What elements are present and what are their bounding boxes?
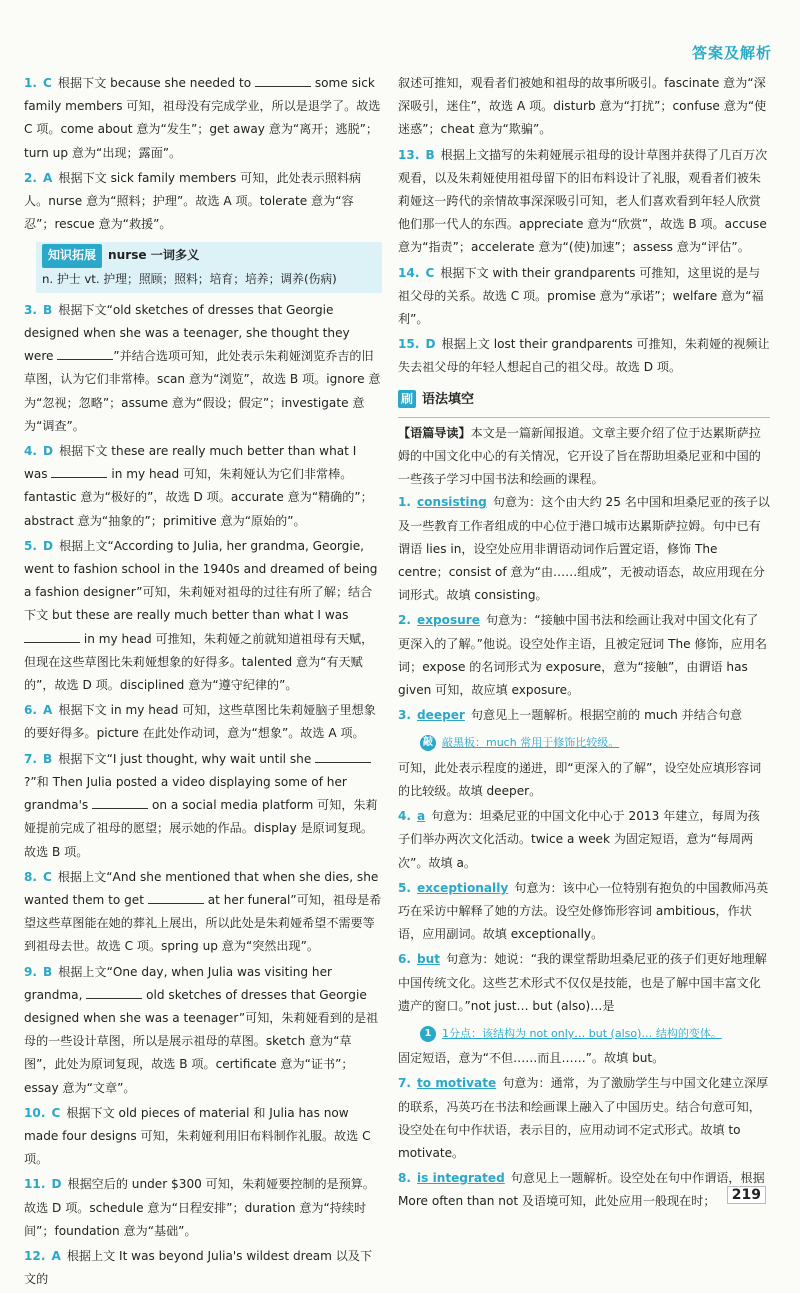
item-answer: B bbox=[43, 751, 53, 766]
right-column bbox=[398, 72, 770, 1216]
item-text: 根据下文 in my head 可知，这些草图比朱莉娅脑子里想象的要好得多。picture 在此处作动词，意为“想象”。故选 A 项。 bbox=[24, 703, 376, 741]
grammar-item bbox=[398, 491, 770, 607]
answer-item bbox=[24, 1173, 382, 1243]
item-number: 1. bbox=[398, 495, 412, 510]
blank bbox=[86, 984, 142, 999]
grammar-item bbox=[398, 1167, 770, 1213]
answer-item bbox=[398, 144, 770, 260]
answer-item-continued bbox=[398, 72, 770, 142]
item-number: 13. bbox=[398, 147, 420, 162]
item-number: 7. bbox=[24, 751, 38, 766]
note-icon: 敲 bbox=[420, 735, 436, 751]
item-number: 1. bbox=[24, 76, 38, 90]
item-text: 根据下文 these are really much better than what I was bbox=[24, 444, 357, 482]
item-answer: to motivate bbox=[417, 1076, 497, 1091]
item-number: 14. bbox=[398, 265, 420, 280]
grammar-item bbox=[398, 948, 770, 1070]
item-text: 句意见上一题解析。根据空前的 much 并结合句意 bbox=[470, 708, 743, 723]
item-text: 根据上文“And she mentioned that when she dies, she wanted them to get bbox=[24, 869, 379, 907]
grammar-item bbox=[398, 877, 770, 947]
item-number: 2. bbox=[398, 613, 412, 628]
item-text: ?”和 Then Julia posted a video displaying some of her grandma's bbox=[24, 774, 347, 813]
item-answer: A bbox=[43, 170, 53, 185]
item-text: in my head 可推知，朱莉娅之前就知道祖母有天赋，但现在这些草图比朱莉娅想象的好得多。talented 意为“有天赋的”，故选 D 项。disciplined 意为“遵守纪律的”。 bbox=[24, 631, 374, 693]
item-answer: B bbox=[425, 147, 435, 162]
item-text: 根据下文 old pieces of material 和 Julia has now made four designs 可知，朱莉娅利用旧布料制作礼服。故选 C 项。 bbox=[24, 1105, 371, 1167]
note-text: 1分点：该结构为 not only… but (also)… 结构的变体。 bbox=[442, 1026, 722, 1040]
grammar-item bbox=[398, 805, 770, 875]
answer-item bbox=[24, 866, 382, 959]
item-text: 根据下文“old sketches of dresses that Georgie designed when she was a teenager, she thought they were bbox=[24, 302, 350, 364]
item-answer: a bbox=[417, 809, 426, 824]
item-text: 根据下文 because she needed to bbox=[57, 76, 252, 90]
item-answer: deeper bbox=[417, 708, 465, 723]
blank bbox=[148, 889, 204, 904]
item-text: 句意见上一题解析。设空处在句中作谓语，根据 More often than not 及语境可知，此处应用一般现在时； bbox=[398, 1171, 765, 1209]
item-text: 可知，此处表示程度的递进，即“更深入的了解”，设空处应填形容词的比较级。故填 deeper。 bbox=[398, 760, 762, 798]
item-answer: is integrated bbox=[417, 1171, 505, 1186]
knowledge-box bbox=[36, 242, 382, 292]
item-number: 15. bbox=[398, 337, 420, 352]
item-answer: D bbox=[43, 538, 54, 553]
item-text: 句意为：坦桑尼亚的中国文化中心于 2013 年建立，每周为孩子们举办两次文化活动。twice a week 为固定短语，意为“每周两次”。故填 a。 bbox=[398, 809, 760, 870]
answer-item bbox=[24, 72, 382, 165]
item-answer: C bbox=[43, 869, 52, 884]
item-answer: A bbox=[51, 1248, 61, 1263]
answer-item bbox=[24, 961, 382, 1100]
blank bbox=[92, 794, 148, 809]
item-text: 根据上文“According to Julia, her grandma, Georgie, went to fashion school in the 1940s and dreamed of being a fashion designer”可知，朱莉娅对祖母的过往有所了解；结合下文 but these are really much better than what I was bbox=[24, 538, 378, 623]
item-text: 叙述可推知，观看者们被她和祖母的故事所吸引。fascinate 意为“深深吸引，迷住”，故选 A 项。disturb 意为“打扰”；confuse 意为“使迷惑”；cheat 意为“欺骗”。 bbox=[398, 76, 767, 137]
item-number: 3. bbox=[398, 708, 412, 723]
item-number: 6. bbox=[398, 952, 412, 967]
item-answer: C bbox=[51, 1105, 61, 1120]
item-number: 10. bbox=[24, 1105, 46, 1120]
scoring-note bbox=[420, 1022, 770, 1045]
knowledge-tag: 知识拓展 bbox=[42, 244, 102, 267]
item-answer: B bbox=[43, 302, 53, 317]
item-text: 根据下文 sick family members 可知，此处表示照料病人。nurse 意为“照料；护理”。故选 A 项。tolerate 意为“容忍”；rescue 意为“救援”。 bbox=[24, 170, 362, 232]
item-text: 根据上文“One day, when Julia was visiting her grandma, bbox=[24, 964, 332, 1002]
item-text: ”并结合选项可知，此处表示朱莉娅浏览乔吉的旧草图，认为它们非常棒。scan 意为“浏览”，故选 B 项。ignore 意为“忽视；忽略”；assume 意为“假设；假定”；investigate 意为“调查”。 bbox=[24, 349, 381, 433]
section-title: 语法填空 bbox=[422, 391, 475, 407]
guide-label: 【语篇导读】 bbox=[398, 425, 471, 440]
item-number: 3. bbox=[24, 302, 38, 317]
section-badge: 刷 bbox=[398, 390, 416, 408]
item-answer: D bbox=[425, 337, 436, 352]
item-answer: exposure bbox=[417, 613, 480, 628]
item-text: 句意为：“接触中国书法和绘画让我对中国文化有了更深入的了解。”他说。设空处作主语，且被定冠词 The 修饰，应用名词；expose 的名词形式为 exposure，意为“接触”，由谓语 has given 可知，故应填 exposure。 bbox=[398, 613, 768, 698]
item-number: 7. bbox=[398, 1076, 412, 1091]
item-number: 11. bbox=[24, 1177, 46, 1192]
answer-item bbox=[24, 1102, 382, 1172]
item-text: some sick family members 可知，祖母没有完成学业，所以是退学了。故选 C 项。come about 意为“发生”；get away 意为“离开；逃脱”；turn up 意为“出现；露面”。 bbox=[24, 76, 381, 160]
item-text: 固定短语，意为“不但……而且……”。故填 but。 bbox=[398, 1051, 665, 1066]
item-text: 根据上文 lost their grandparents 可推知，朱莉娅的视频让失去祖父母的年轻人想起自己的祖父母。故选 D 项。 bbox=[398, 337, 770, 375]
item-text: 根据空后的 under $300 可知，朱莉娅要控制的是预算。故选 D 项。schedule 意为“日程安排”；duration 意为“持续时间”；foundation 意为“基础”。 bbox=[24, 1177, 375, 1238]
item-number: 8. bbox=[24, 869, 38, 884]
item-text: 句意为：这个由大约 25 名中国和坦桑尼亚的孩子以及一些教育工作者组成的中心位于港口城市达累斯萨拉姆。句中已有谓语 lies in，设空处应用非谓语动词作后置定语，修饰 The centre；consist of 意为“由……组成”，无被动语态，故应用现在分词形式。故填 consisting。 bbox=[398, 495, 770, 603]
item-text: 根据上文 It was beyond Julia's wildest dream 以及下文的 bbox=[24, 1248, 373, 1287]
note-text: 敲黑板：much 常用于修饰比较级。 bbox=[442, 736, 620, 750]
knowledge-title: nurse 一词多义 bbox=[108, 248, 200, 263]
item-answer: D bbox=[51, 1177, 62, 1192]
item-text: 根据上文描写的朱莉娅展示祖母的设计草图并获得了几百万次观看，以及朱莉娅使用祖母留下的旧布料设计了礼服，观看者们被朱莉娅这一跨代的亲情故事深深吸引可知，老人们喜欢看到年轻人欣赏他们那一代人的东西。appreciate 意为“欣赏”，故选 B 项。accuse 意为“指责”；accelerate 意为“(使)加速”；assess 意为“评估”。 bbox=[398, 147, 768, 255]
item-text: in my head 可知，朱莉娅认为它们非常棒。fantastic 意为“极好的”，故选 D 项。accurate 意为“精确的”；abstract 意为“抽象的”；primitive 意为“原始的”。 bbox=[24, 467, 373, 528]
item-number: 5. bbox=[24, 538, 38, 553]
knowledge-body: n. 护士 vt. 护理；照顾；照料；培育；培养；调养(伤病) bbox=[42, 271, 337, 286]
note-icon: 1 bbox=[420, 1026, 436, 1042]
blank bbox=[255, 72, 311, 87]
item-number: 5. bbox=[398, 880, 412, 895]
grammar-item bbox=[398, 1072, 770, 1165]
item-text: 句意为：她说：“我的课堂帮助坦桑尼亚的孩子们更好地理解中国传统文化。这些艺术形式不仅仅是技能，也是了解中国丰富文化遗产的窗口。”not just… but (also)…是 bbox=[398, 952, 767, 1013]
item-text: 句意为：该中心一位特别有抱负的中国教师冯英巧在采访中解释了她的方法。设空处修饰形容词 ambitious，作状语，应用副词。故填 exceptionally。 bbox=[398, 880, 769, 942]
answer-item bbox=[398, 333, 770, 379]
answer-item bbox=[24, 440, 382, 533]
item-number: 4. bbox=[24, 444, 38, 459]
item-text: at her funeral”可知，祖母是希望这些草图能在她的葬礼上展出，所以此处是朱莉娅希望不需要等到祖母去世。故选 C 项。spring up 意为“突然出现”。 bbox=[24, 892, 382, 954]
item-number: 8. bbox=[398, 1171, 412, 1186]
item-number: 9. bbox=[24, 964, 38, 979]
item-answer: C bbox=[43, 76, 52, 90]
blank bbox=[315, 748, 371, 763]
item-number: 4. bbox=[398, 809, 412, 824]
reading-guide bbox=[398, 417, 770, 492]
answer-item bbox=[24, 1245, 382, 1291]
item-answer: but bbox=[417, 952, 441, 967]
answer-item bbox=[24, 167, 382, 237]
item-text: 根据下文“I just thought, why wait until she bbox=[58, 751, 312, 766]
item-number: 6. bbox=[24, 703, 38, 718]
section-header bbox=[398, 388, 770, 411]
answer-item bbox=[24, 699, 382, 745]
grammar-item bbox=[398, 704, 770, 803]
item-answer: C bbox=[425, 265, 435, 280]
item-text: 句意为：通常，为了激励学生与中国文化建立深厚的联系，冯英巧在书法和绘画课上融入了中国历史。结合句意可知，设空处在句中作状语，表示目的，应用动词不定式形式。故填 to motivate。 bbox=[398, 1076, 769, 1160]
item-answer: D bbox=[43, 444, 54, 459]
brand-title: 答案及解析 bbox=[691, 44, 772, 62]
item-number: 2. bbox=[24, 170, 38, 185]
item-answer: consisting bbox=[417, 495, 487, 510]
item-text: 根据下文 with their grandparents 可推知，这里说的是与祖父母的关系。故选 C 项。promise 意为“承诺”；welfare 意为“福利”。 bbox=[398, 265, 764, 327]
blank bbox=[57, 345, 113, 360]
item-answer: exceptionally bbox=[417, 880, 509, 895]
item-number: 12. bbox=[24, 1248, 46, 1263]
answer-item bbox=[398, 262, 770, 332]
answer-item bbox=[24, 535, 382, 697]
blank bbox=[24, 628, 80, 643]
item-text: old sketches of dresses that Georgie designed when she was a teenager”可知，朱莉娅看到的是祖母的一些设计草图，所以是展示祖母的草图。sketch 意为“草图”，此处为原词复现，故选 B 项。certificate 意为“证书”；essay 意为“文章”。 bbox=[24, 987, 379, 1095]
item-answer: B bbox=[43, 964, 53, 979]
teacher-note bbox=[420, 731, 770, 754]
item-text: on a social media platform 可知，朱莉娅提前完成了祖母的愿望；展示她的作品。display 是原词复现。故选 B 项。 bbox=[24, 798, 378, 859]
grammar-item bbox=[398, 609, 770, 702]
answer-item bbox=[24, 299, 382, 438]
left-column bbox=[24, 72, 382, 1293]
guide-text: 本文是一篇新闻报道。文章主要介绍了位于达累斯萨拉姆的中国文化中心的有关情况，它开设了旨在帮助坦桑尼亚和中国的一些孩子学习中国书法和绘画的课程。 bbox=[398, 425, 761, 487]
item-answer: A bbox=[43, 703, 53, 718]
answer-item bbox=[24, 748, 382, 864]
blank bbox=[51, 463, 107, 478]
page-number: 219 bbox=[727, 1186, 766, 1204]
